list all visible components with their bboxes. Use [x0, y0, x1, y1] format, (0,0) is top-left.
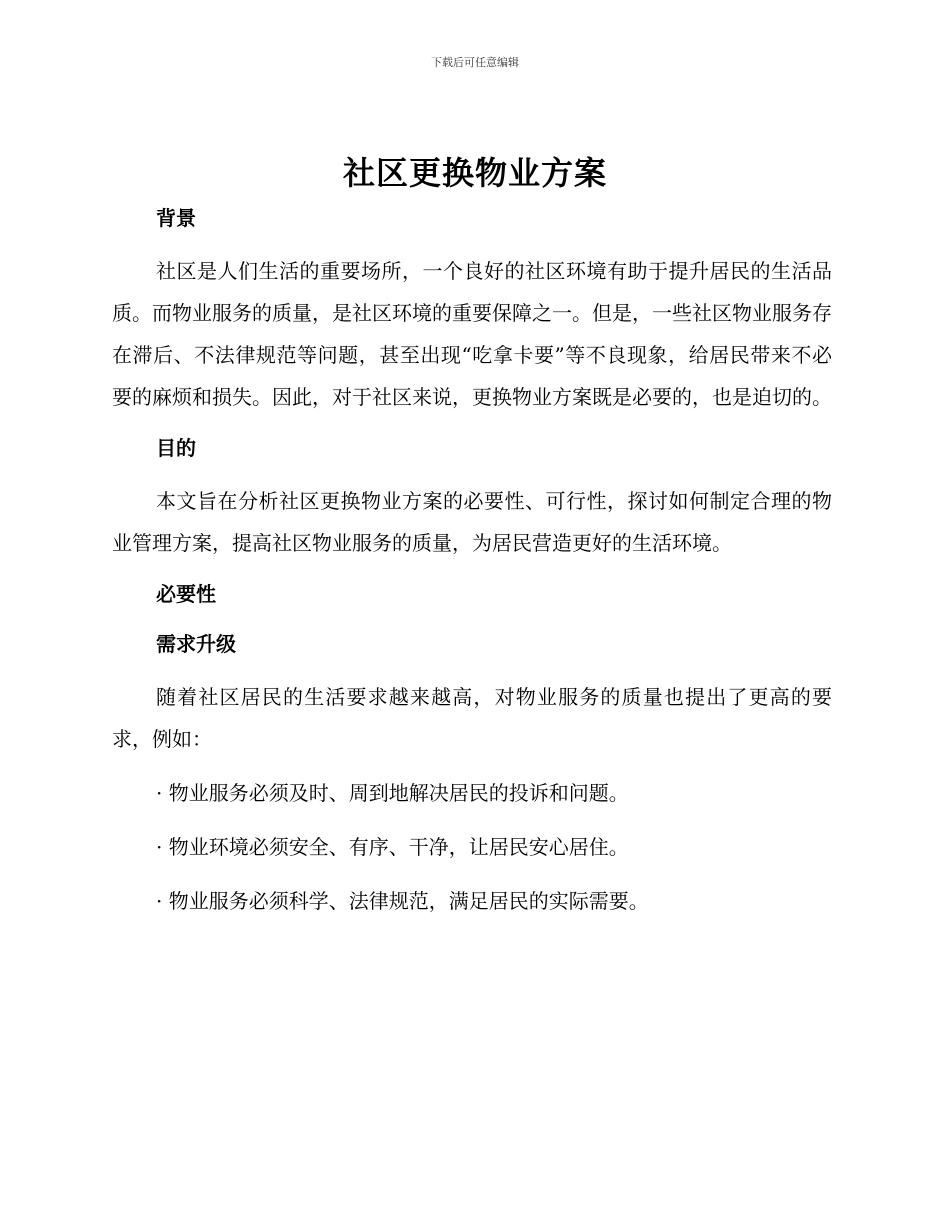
paragraph-background: 社区是人们生活的重要场所，一个良好的社区环境有助于提升居民的生活品质。而物业服务的质量，是社区环境的重要保障之一。但是，一些社区物业服务存在滞后、不法律规范等问题，甚至出现“吃拿卡要”等不良现象，给居民带来不必要的麻烦和损失。因此，对于社区来说，更换物业方案既是必要的，也是迫切的。	[112, 259, 832, 409]
document-title: 社区更换物业方案	[342, 154, 607, 192]
list-item: · 物业服务必须科学、法律规范，满足居民的实际需要。	[156, 889, 649, 913]
header-note: 下载后可任意编辑	[431, 56, 519, 69]
section-heading-demand-upgrade: 需求升级	[156, 632, 236, 656]
paragraph-purpose: 本文旨在分析社区更换物业方案的必要性、可行性，探讨如何制定合理的物业管理方案，提高社区物业服务的质量，为居民营造更好的生活环境。	[112, 489, 832, 555]
list-item: · 物业环境必须安全、有序、干净，让居民安心居住。	[156, 835, 629, 859]
section-heading-necessity: 必要性	[156, 582, 216, 606]
section-heading-purpose: 目的	[156, 436, 196, 460]
list-item: · 物业服务必须及时、周到地解决居民的投诉和问题。	[156, 781, 629, 805]
section-heading-background: 背景	[156, 206, 196, 230]
document-body	[112, 200, 832, 922]
paragraph-demand-upgrade: 随着社区居民的生活要求越来越高，对物业服务的质量也提出了更高的要求，例如：	[112, 685, 832, 751]
